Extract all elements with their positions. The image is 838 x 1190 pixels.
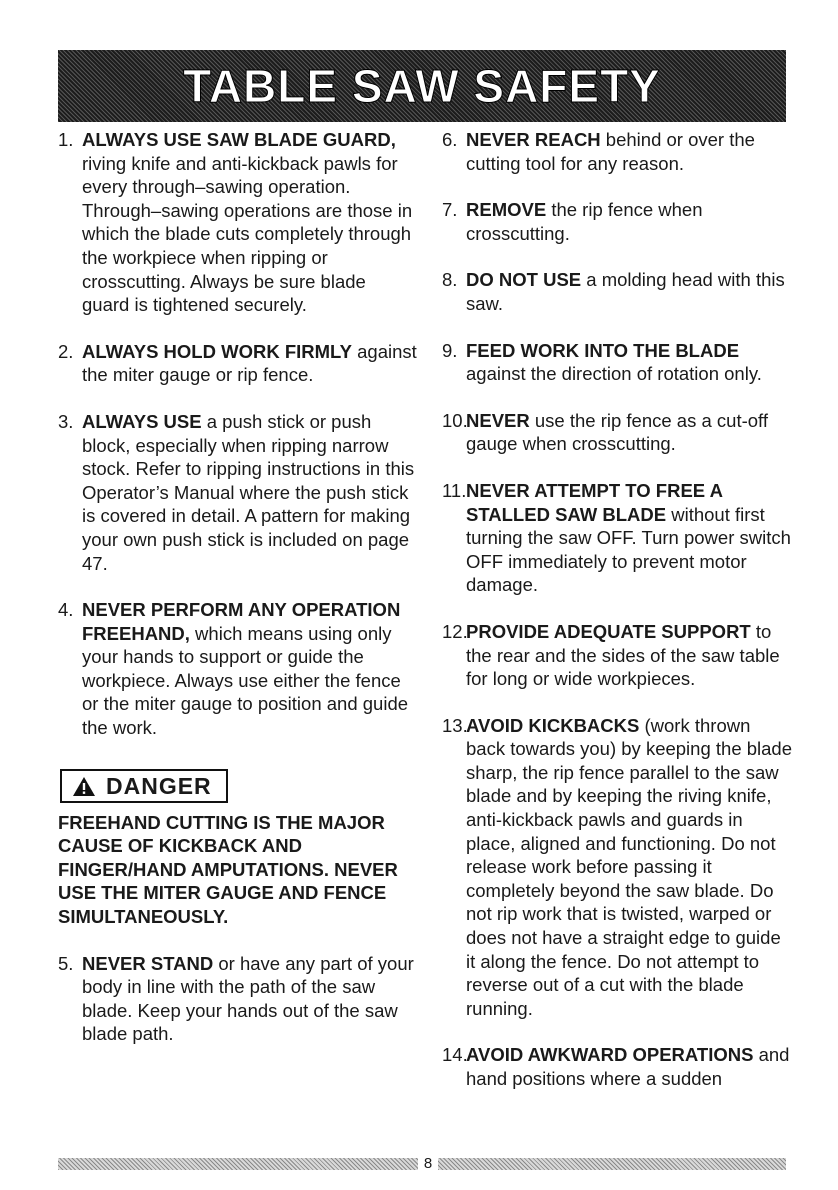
item-text: (work thrown back towards you) by keeping the blade sharp, the rip fence parallel to the saw blade and by keeping the riving knife, anti-kickback pawls and guards in place, aligned and functioning. Do not release work before passing it completely beyond the saw blade. Do not rip work that is twisted, warped or does not have a straight edge to guide it along the fence. Do not attempt to reverse out of a cut with the blade running. [466,714,793,1019]
safety-item [58,952,418,1046]
danger-warning-text: FREEHAND CUTTING IS THE MAJOR CAUSE OF KICKBACK AND FINGER/HAND AMPUTATIONS. NEVER USE THE MITER GAUGE AND FENCE SIMULTANEOUSLY. [58,811,398,928]
right-safety-list [442,128,792,1091]
item-number: 2. [58,340,74,362]
page-title: TABLE SAW SAFETY [183,60,661,112]
item-keyword: PROVIDE ADEQUATE SUPPORT [466,620,751,642]
footer-rule-left [58,1158,418,1170]
item-text: a push stick or push block, especially when ripping narrow stock. Refer to ripping instructions in this Operator’s Manual where the push stick is covered in detail. A pattern for making your own push stick is included on page 47. [82,410,415,574]
item-keyword: ALWAYS HOLD WORK FIRMLY [82,340,352,362]
item-number: 14. [442,1044,468,1066]
safety-item [442,128,792,175]
item-number: 7. [442,199,458,221]
safety-item [58,128,418,317]
safety-item [58,598,418,740]
danger-label-box [60,769,228,803]
item-text: and hand positions where a sudden [466,1044,790,1089]
item-number: 3. [58,410,74,432]
page-number: 8 [423,1155,433,1172]
left-safety-list-continued [58,952,418,1046]
item-text: without first turning the saw OFF. Turn power switch OFF immediately to prevent motor damage. [466,503,791,596]
item-keyword: AVOID KICKBACKS [466,714,640,736]
item-text: behind or over the cutting tool for any reason. [466,129,755,174]
left-column [58,128,418,1069]
title-banner [58,50,786,122]
safety-item [58,410,418,575]
item-number: 8. [442,269,458,291]
item-number: 5. [58,952,74,974]
item-text: against the direction of rotation only. [466,363,762,385]
item-keyword: NEVER STAND [82,952,214,974]
item-keyword: ALWAYS USE [82,410,202,432]
item-keyword: AVOID AWKWARD OPERATIONS [466,1044,754,1066]
item-keyword: DO NOT USE [466,269,582,291]
safety-item [442,714,792,1021]
warning-triangle-icon [72,776,96,797]
item-number: 10. [442,409,468,431]
safety-item [442,268,792,315]
safety-item [442,620,792,691]
item-text: use the rip fence as a cut-off gauge when crosscutting. [466,409,768,455]
page-footer [58,1156,786,1172]
item-text: a molding head with this saw. [466,269,785,314]
safety-item [442,198,792,245]
item-keyword: NEVER REACH [466,129,601,150]
item-keyword: NEVER PERFORM ANY OPERATION FREEHAND, [82,599,401,644]
right-column [442,128,792,1114]
item-number: 12. [442,620,468,642]
item-keyword: FEED WORK INTO THE BLADE [466,339,740,361]
item-text: to the rear and the sides of the saw table for long or wide workpieces. [466,620,780,690]
item-keyword: NEVER ATTEMPT TO FREE A STALLED SAW BLADE [466,479,723,525]
item-number: 13. [442,714,468,736]
item-text: which means using only your hands to support or guide the workpiece. Always use either the fence or the miter gauge to position and guide the work. [82,622,409,739]
item-text: or have any part of your body in line with the path of the saw blade. Keep your hands out of the saw blade path. [82,952,414,1045]
safety-item [442,1043,792,1090]
safety-item [442,479,792,597]
left-safety-list [58,128,418,740]
item-number: 9. [442,339,458,361]
footer-rule-right [438,1158,786,1170]
safety-item [442,409,792,456]
item-number: 1. [58,129,74,150]
safety-item [442,339,792,386]
item-text: the rip fence when crosscutting. [466,199,703,244]
item-keyword: NEVER [466,409,530,431]
item-number: 11. [442,479,467,501]
item-text: riving knife and anti-kickback pawls for every through–sawing operation. Through–sawing operations are those in which the blade cuts completely through the workpiece when ripping or crosscutting. Always be sure blade guard is tightened securely. [82,152,413,316]
item-text: against the miter gauge or rip fence. [82,340,417,386]
item-number: 6. [442,129,458,150]
item-keyword: ALWAYS USE SAW BLADE GUARD, [82,129,396,150]
item-keyword: REMOVE [466,199,547,221]
safety-item [58,340,418,387]
item-number: 4. [58,599,74,621]
danger-label: DANGER [106,772,212,799]
